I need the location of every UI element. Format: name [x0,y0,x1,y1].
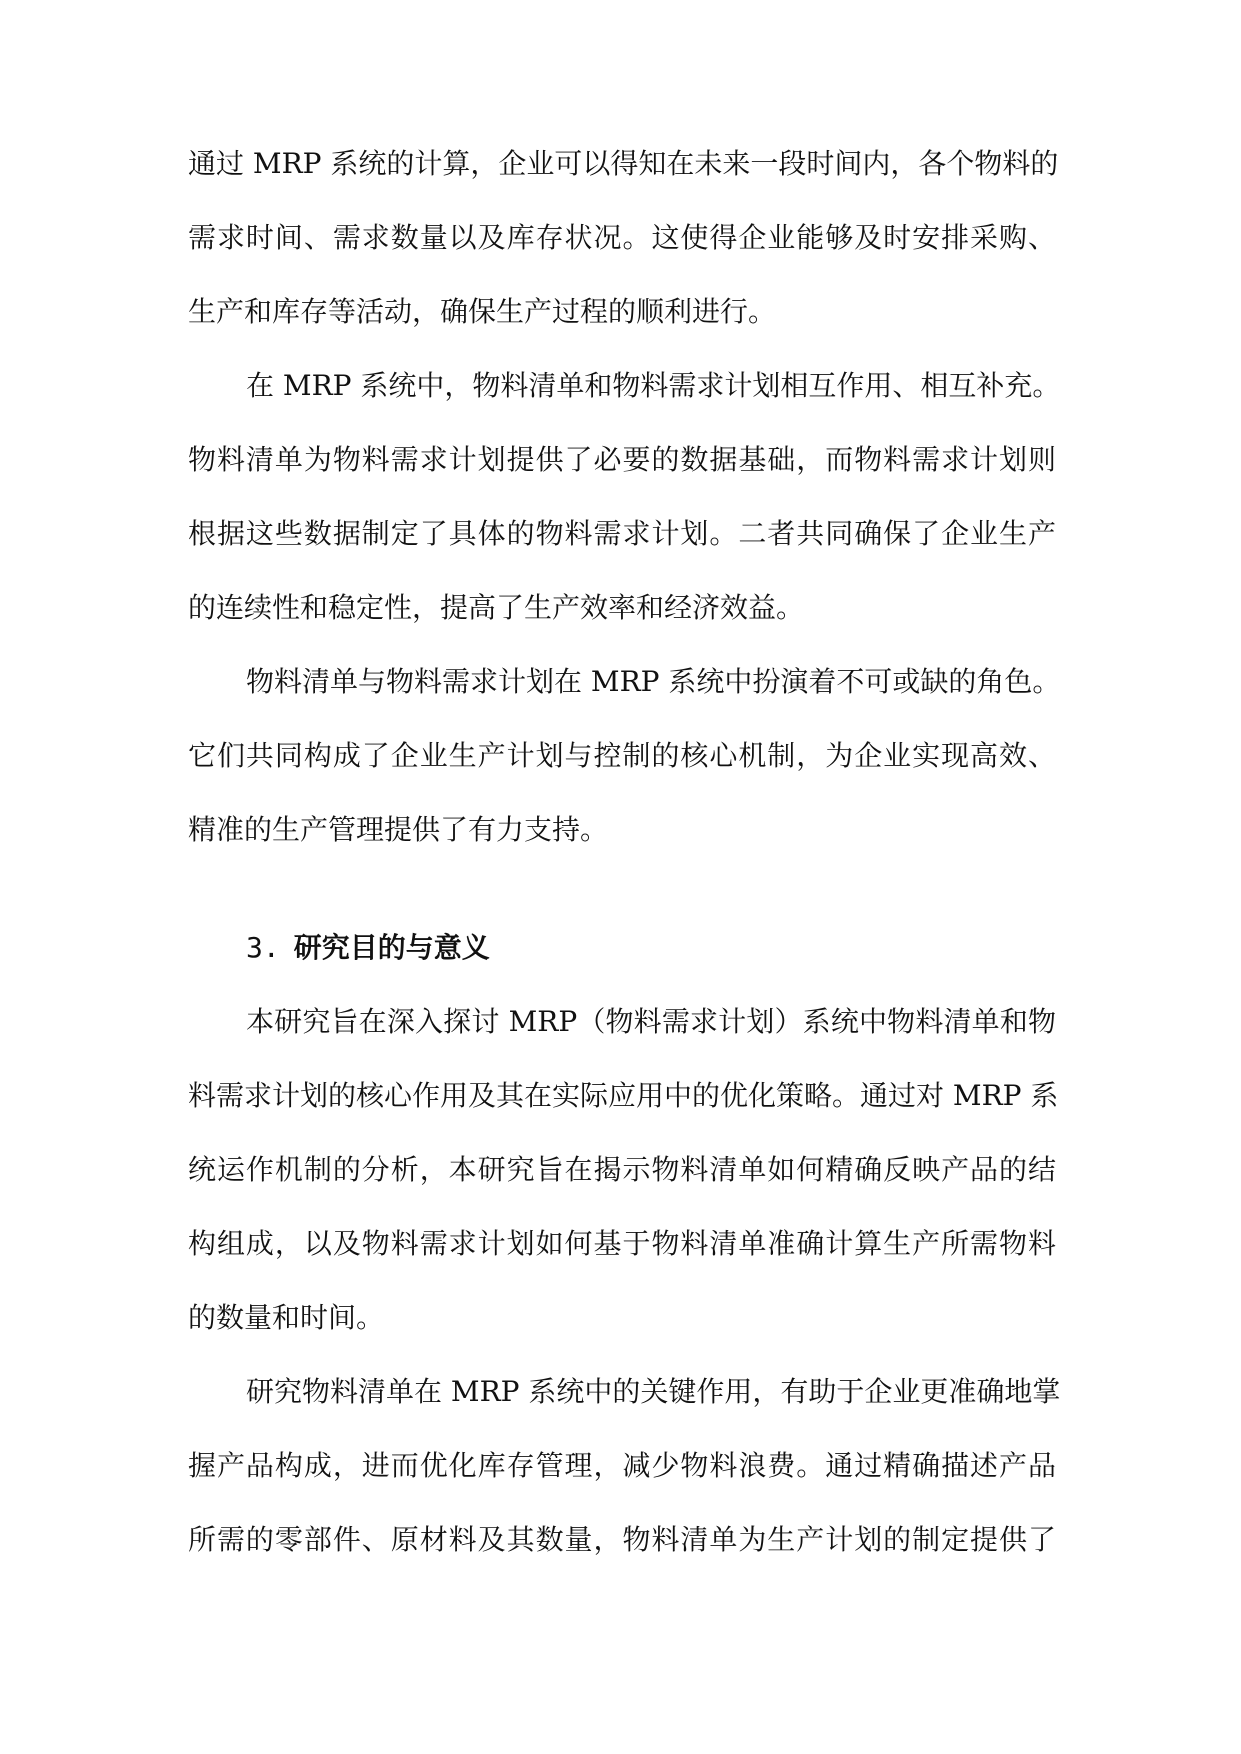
paragraph [188,146,1059,368]
text-line: 研究物料清单在 MRP 系统中的关键作用，有助于企业更准确地掌 [246,1375,1061,1408]
document-page [188,146,1061,1596]
text-line: 本研究旨在深入探讨 MRP（物料需求计划）系统中物料清单和物 [246,1005,1056,1038]
text-line: 构组成，以及物料需求计划如何基于物料清单准确计算生产所需物料 [188,1227,1056,1260]
text-line: 物料清单与物料需求计划在 MRP 系统中扮演着不可或缺的角色。 [246,665,1061,698]
text-line: 需求时间、需求数量以及库存状况。这使得企业能够及时安排采购、 [188,221,1056,254]
text-line: 物料清单为物料需求计划提供了必要的数据基础，而物料需求计划则 [188,443,1056,476]
text-line: 的连续性和稳定性，提高了生产效率和经济效益。 [188,591,805,624]
section-heading [188,930,1056,1004]
section-number: 3. [246,931,280,964]
text-line: 握产品构成，进而优化库存管理，减少物料浪费。通过精确描述产品 [188,1449,1056,1482]
text-line: 根据这些数据制定了具体的物料需求计划。二者共同确保了企业生产 [188,517,1056,550]
section-title: 研究目的与意义 [293,931,490,964]
text-line: 所需的零部件、原材料及其数量，物料清单为生产计划的制定提供了 [188,1523,1056,1556]
text-line: 料需求计划的核心作用及其在实际应用中的优化策略。通过对 MRP 系 [188,1079,1059,1112]
text-line: 统运作机制的分析，本研究旨在揭示物料清单如何精确反映产品的结 [188,1153,1056,1186]
text-line: 生产和库存等活动，确保生产过程的顺利进行。 [188,295,777,328]
section-spacer [188,886,1056,930]
paragraph [188,1374,1061,1596]
paragraph [188,368,1061,664]
text-line: 在 MRP 系统中，物料清单和物料需求计划相互作用、相互补充。 [246,369,1061,402]
paragraph [188,1004,1059,1374]
paragraph [188,664,1061,886]
text-line: 的数量和时间。 [188,1301,385,1334]
text-line: 通过 MRP 系统的计算，企业可以得知在未来一段时间内，各个物料的 [188,147,1059,180]
text-line: 它们共同构成了企业生产计划与控制的核心机制，为企业实现高效、 [188,739,1056,772]
text-line: 精准的生产管理提供了有力支持。 [188,813,609,846]
